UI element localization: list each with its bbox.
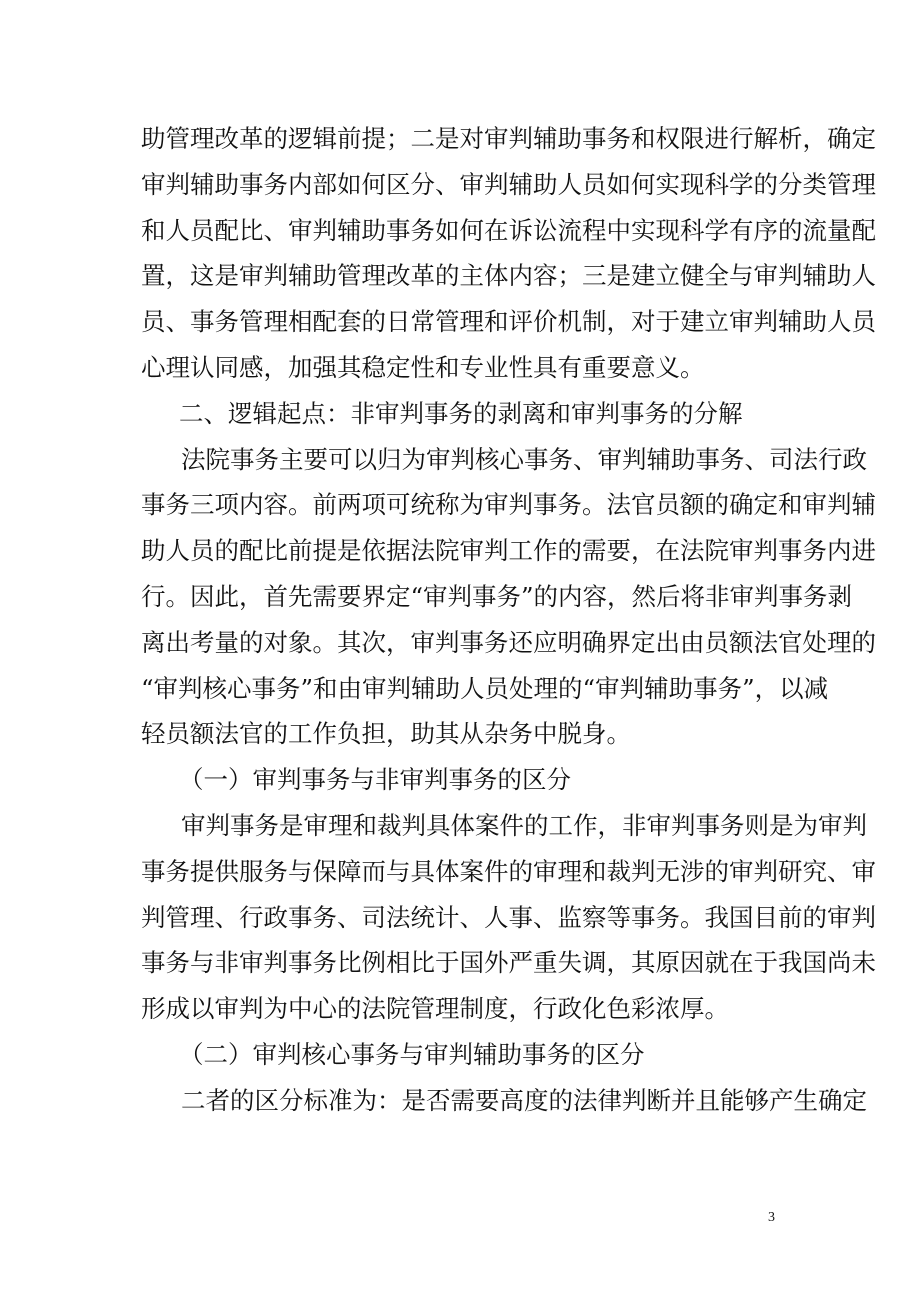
paragraph-line: 行。因此，首先需要界定“审判事务”的内容，然后将非审判事务剥 (141, 581, 853, 611)
paragraph-line: 形成以审判为中心的法院管理制度，行政化色彩浓厚。 (141, 994, 729, 1024)
paragraph-line: “审判核心事务”和由审判辅助人员处理的“审判辅助事务”，以减 (141, 673, 829, 703)
paragraph-line: 离出考量的对象。其次，审判事务还应明确界定出由员额法官处理的 (141, 627, 876, 657)
subsection-heading: （一）审判事务与非审判事务的区分 (179, 765, 571, 795)
body-text (141, 116, 876, 1124)
paragraph-line: 助管理改革的逻辑前提；二是对审判辅助事务和权限进行解析，确定 (141, 124, 876, 153)
paragraph-line: 轻员额法官的工作负担，助其从杂务中脱身。 (141, 719, 631, 749)
paragraph-line: 助人员的配比前提是依据法院审判工作的需要，在法院审判事务内进 (141, 536, 876, 566)
paragraph-line: 审判辅助事务内部如何区分、审判辅助人员如何实现科学的分类管理 (141, 169, 876, 199)
paragraph-line: 事务提供服务与保障而与具体案件的审理和裁判无涉的审判研究、审 (141, 856, 876, 886)
paragraph-line: 事务三项内容。前两项可统称为审判事务。法官员额的确定和审判辅 (141, 490, 876, 520)
paragraph-line: 员、事务管理相配套的日常管理和评价机制，对于建立审判辅助人员 (141, 307, 876, 337)
paragraph-line: 判管理、行政事务、司法统计、人事、监察等事务。我国目前的审判 (141, 902, 876, 932)
paragraph-line: 和人员配比、审判辅助事务如何在诉讼流程中实现科学有序的流量配 (141, 215, 876, 245)
section-heading: 二、逻辑起点：非审判事务的剥离和审判事务的分解 (179, 398, 743, 428)
page-number: 3 (768, 1210, 775, 1225)
paragraph-line: 审判事务是审理和裁判具体案件的工作，非审判事务则是为审判 (181, 810, 867, 840)
paragraph-line: 事务与非审判事务比例相比于国外严重失调，其原因就在于我国尚未 (141, 948, 876, 978)
paragraph-line: 二者的区分标准为：是否需要高度的法律判断并且能够产生确定 (181, 1085, 867, 1115)
paragraph-line: 置，这是审判辅助管理改革的主体内容；三是建立健全与审判辅助人 (141, 261, 876, 291)
paragraph-line: 法院事务主要可以归为审判核心事务、审判辅助事务、司法行政 (181, 444, 867, 474)
subsection-heading: （二）审判核心事务与审判辅助事务的区分 (179, 1039, 645, 1069)
paragraph-line: 心理认同感，加强其稳定性和专业性具有重要意义。 (141, 352, 705, 382)
